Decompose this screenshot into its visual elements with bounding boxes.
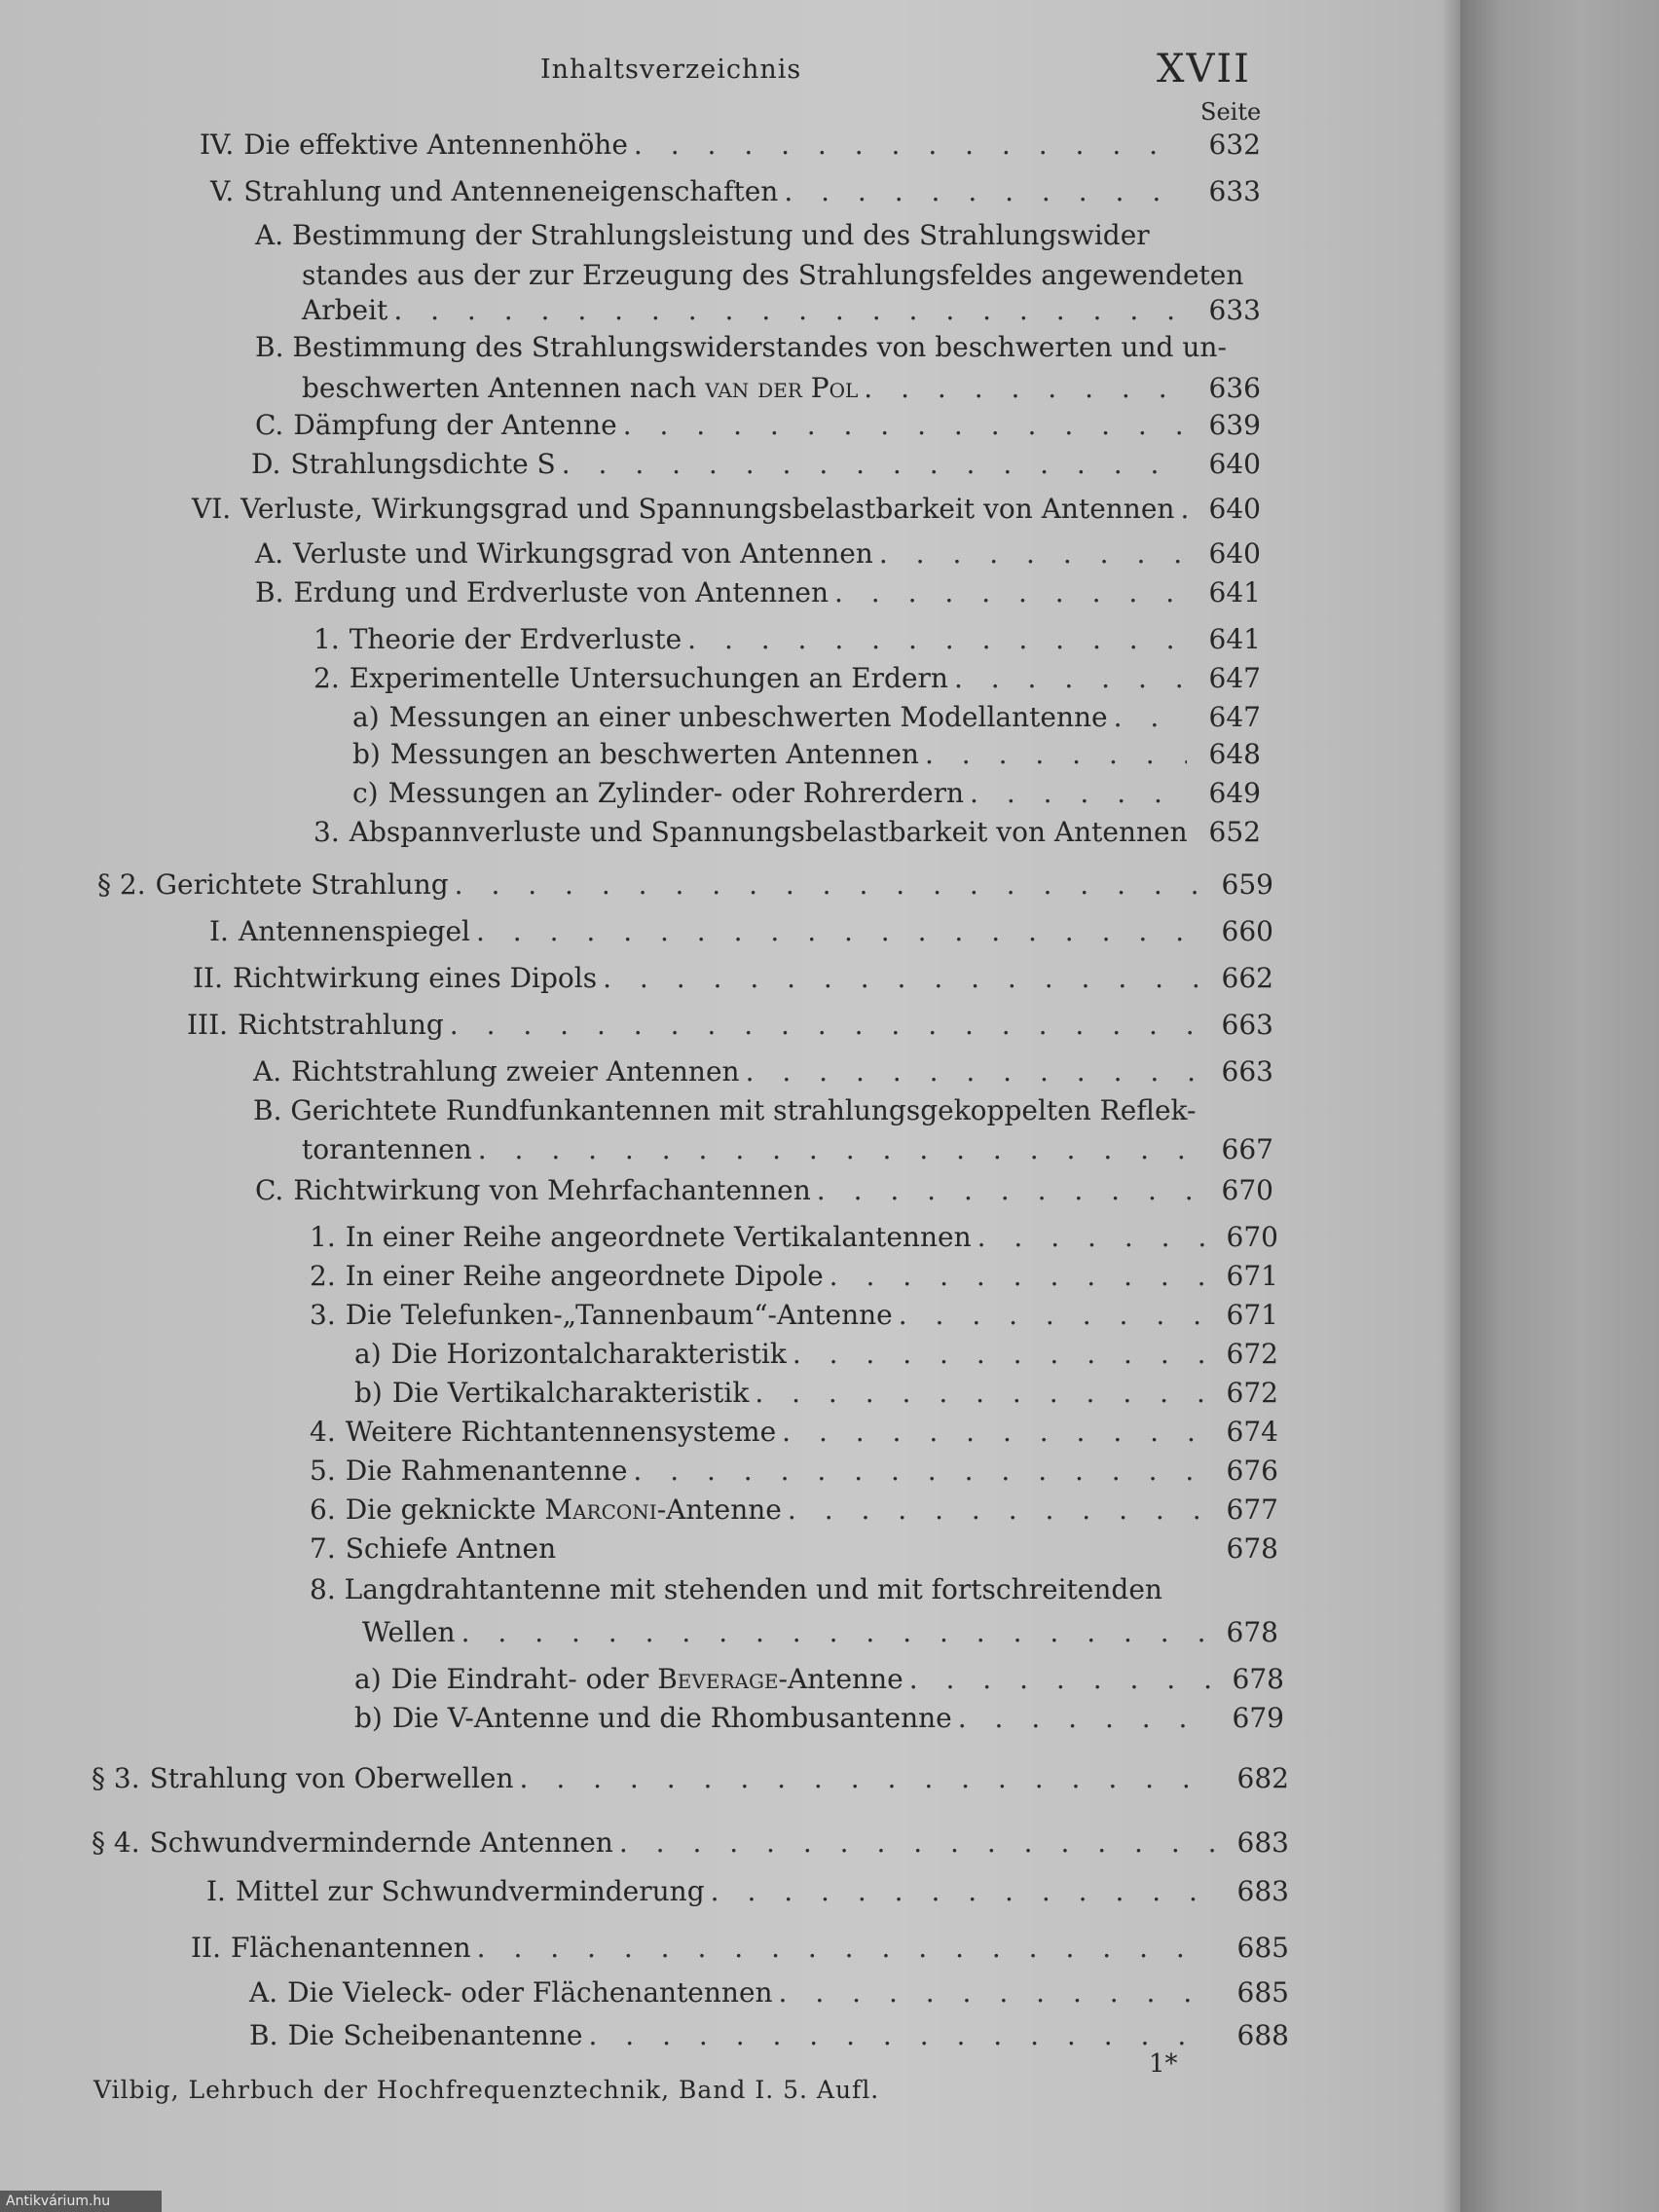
watermark: Antikvárium.hu (0, 2191, 162, 2212)
toc-entry (92, 1762, 1289, 1794)
entry-page: 633 (1208, 175, 1261, 207)
entry-page: 636 (1208, 372, 1261, 404)
toc-entry (191, 1932, 1289, 1964)
entry-page: 652 (1208, 816, 1261, 848)
entry-title: Messungen an beschwerten Antennen (389, 738, 919, 770)
entry-title: Die V-Antenne und die Rhombusantenne (391, 1702, 952, 1734)
entry-page: 640 (1208, 493, 1261, 525)
entry-title (336, 1493, 782, 1526)
entry-page: 672 (1226, 1377, 1278, 1409)
entry-title: Die Telefunken-„Tannenbaum“-Antenne (345, 1299, 893, 1331)
entry-page: 647 (1208, 662, 1261, 694)
entry-page: 674 (1226, 1416, 1278, 1448)
leader-dots (449, 868, 1199, 901)
entry-title: Mittel zur Schwundverminderung (235, 1875, 705, 1907)
toc-entry (249, 1976, 1289, 2009)
entry-number: V. (210, 175, 235, 207)
entry-title: Antennenspiegel (238, 915, 470, 947)
entry-title: Gerichtete Strahlung (155, 868, 449, 901)
entry-page: 678 (1226, 1532, 1278, 1565)
leader-dots (740, 1055, 1199, 1088)
person-name: Beverage (657, 1663, 779, 1695)
leader-dots (773, 1976, 1215, 2009)
toc-entry (255, 537, 1261, 570)
entry-number: 3. (310, 1299, 336, 1331)
entry-page: 648 (1208, 738, 1261, 770)
toc-entry (313, 623, 1261, 655)
entry-page: 683 (1236, 1826, 1289, 1859)
entry-page: 662 (1221, 962, 1273, 994)
leader-dots (903, 1663, 1210, 1695)
entry-title-text: Die geknickte (345, 1493, 536, 1526)
toc-entry (292, 372, 1261, 404)
entry-line: B. Gerichtete Rundfunkantennen mit strahlungsgekoppelten Reflek- (253, 1094, 1197, 1126)
toc-entry (187, 1009, 1273, 1041)
entry-title-suffix: -Antenne (778, 1663, 903, 1695)
entry-page: 632 (1208, 129, 1261, 161)
toc-entry (210, 175, 1261, 207)
entry-title: Strahlung und Antenneneigenschaften (243, 175, 779, 207)
entry-title: Schwundvermindernde Antennen (149, 1826, 613, 1859)
leader-dots (1174, 493, 1187, 525)
leader-dots (749, 1377, 1204, 1409)
entry-page: 678 (1232, 1663, 1284, 1695)
entry-number: § 2. (97, 868, 146, 901)
toc-entry (192, 493, 1261, 525)
entry-title (382, 1663, 903, 1695)
entry-number: A. (249, 1976, 278, 2009)
entry-page: 671 (1226, 1260, 1278, 1292)
toc-entry (354, 1377, 1278, 1409)
entry-page: 671 (1226, 1299, 1278, 1331)
toc-entry (97, 868, 1273, 901)
leader-dots (444, 1009, 1199, 1041)
entry-number: 5. (310, 1455, 336, 1487)
running-title: Inhaltsverzeichnis (540, 55, 802, 85)
leader-dots (972, 1221, 1204, 1253)
entry-line: standes aus der zur Erzeugung des Strahlungsfeldes angewendeten (302, 259, 1244, 291)
entry-title: Weitere Richtantennensysteme (345, 1416, 777, 1448)
entry-title: Richtstrahlung zweier Antennen (291, 1055, 740, 1088)
entry-number: I. (209, 915, 229, 947)
entry-title (292, 372, 858, 404)
entry-title: torantennen (302, 1133, 472, 1165)
toc-entry (310, 1221, 1278, 1253)
entry-page: 682 (1236, 1762, 1289, 1794)
leader-dots (470, 915, 1199, 947)
entry-page: 683 (1236, 1875, 1289, 1907)
entry-page: 639 (1208, 409, 1261, 441)
entry-page: 685 (1236, 1932, 1289, 1964)
entry-page: 641 (1208, 623, 1261, 655)
toc-entry (354, 1338, 1278, 1370)
leader-dots (873, 537, 1187, 570)
toc-entry (255, 409, 1261, 441)
entry-number: 7. (310, 1532, 336, 1565)
entry-title: Verluste, Wirkungsgrad und Spannungsbelastbarkeit von Antennen (240, 493, 1175, 525)
entry-title: Richtwirkung von Mehrfachantennen (293, 1174, 811, 1206)
leader-dots (628, 129, 1187, 161)
entry-number: b) (354, 1377, 383, 1409)
entry-number: C. (255, 1174, 284, 1206)
entry-page: 678 (1226, 1616, 1278, 1648)
author-name: van der Pol (705, 372, 859, 404)
entry-number: II. (193, 962, 224, 994)
toc-entry (253, 1055, 1273, 1088)
entry-number: A. (255, 537, 284, 570)
entry-number: 3. (313, 816, 340, 848)
leader-dots (1108, 701, 1187, 733)
entry-title: Die Scheibenantenne (287, 2019, 583, 2051)
entry-number: 2. (310, 1260, 336, 1292)
entry-number: IV. (200, 129, 235, 161)
entry-number: § 3. (92, 1762, 140, 1794)
toc-entry (310, 1455, 1278, 1487)
entry-number: 4. (310, 1416, 336, 1448)
entry-line: B. Bestimmung des Strahlungswiderstandes von beschwerten und un- (255, 331, 1227, 363)
entry-title: Die Vieleck- oder Flächenantennen (287, 1976, 773, 2009)
entry-page: 679 (1232, 1702, 1284, 1734)
leader-dots (919, 738, 1187, 770)
entry-number: 1. (310, 1221, 336, 1253)
toc-entry (313, 816, 1261, 848)
entry-title: Die Vertikalcharakteristik (391, 1377, 750, 1409)
toc-entry (292, 1133, 1273, 1165)
entry-title: Wellen (362, 1616, 456, 1648)
toc-entry (354, 1663, 1284, 1695)
entry-title: Theorie der Erdverluste (349, 623, 682, 655)
entry-title: Verluste und Wirkungsgrad von Antennen (293, 537, 873, 570)
toc-entry (206, 1875, 1289, 1907)
toc-entry (352, 1616, 1278, 1648)
entry-title: Flächenantennen (231, 1932, 471, 1964)
entry-title-suffix: -Antenne (656, 1493, 782, 1526)
entry-number: C. (255, 409, 284, 441)
entry-page: 688 (1236, 2019, 1289, 2051)
entry-title: Arbeit (302, 294, 388, 326)
toc-entry (352, 738, 1261, 770)
toc-entry (193, 962, 1273, 994)
leader-dots (776, 1416, 1204, 1448)
toc-entry (92, 1826, 1289, 1859)
entry-title: Abspannverluste und Spannungsbelastbarkeit von Antennen (349, 816, 1188, 848)
toc-entry (313, 662, 1261, 694)
signature-mark: 1* (1149, 2049, 1178, 2079)
entry-page: 663 (1221, 1055, 1273, 1088)
leader-dots (514, 1762, 1215, 1794)
entry-page: 670 (1221, 1174, 1273, 1206)
entry-number: a) (352, 701, 380, 733)
entry-page: 640 (1208, 448, 1261, 480)
entry-number: c) (352, 777, 379, 809)
toc-entry (292, 294, 1261, 326)
leader-dots (782, 1493, 1204, 1526)
entry-title: Dämpfung der Antenne (293, 409, 617, 441)
entry-title: In einer Reihe angeordnete Vertikalantennen (345, 1221, 972, 1253)
toc-entry (249, 2019, 1289, 2051)
entry-page: 667 (1221, 1133, 1273, 1165)
entry-page: 647 (1208, 701, 1261, 733)
toc-entry (352, 701, 1261, 733)
entry-title-text: beschwerten Antennen nach (302, 372, 697, 404)
leader-dots (705, 1875, 1215, 1907)
entry-title: Messungen an einer unbeschwerten Modellantenne (388, 701, 1108, 733)
toc-entry (310, 1299, 1278, 1331)
entry-line: 8. Langdrahtantenne mit stehenden und mit fortschreitenden (310, 1573, 1162, 1605)
entry-title: Erdung und Erdverluste von Antennen (293, 576, 829, 608)
entry-number: b) (352, 738, 381, 770)
toc-entry (354, 1702, 1284, 1734)
leader-dots (617, 409, 1187, 441)
leader-dots (948, 662, 1187, 694)
entry-title: Schiefe Antnen (345, 1532, 557, 1565)
toc-entry (255, 1174, 1273, 1206)
leader-dots (778, 175, 1187, 207)
entry-number: a) (354, 1663, 382, 1695)
leader-dots (613, 1826, 1215, 1859)
page-number-roman: XVII (1157, 47, 1251, 92)
leader-dots (456, 1616, 1204, 1648)
entry-title: Die Horizontalcharakteristik (390, 1338, 787, 1370)
leader-dots (682, 623, 1187, 655)
entry-number: II. (191, 1932, 222, 1964)
toc-entry (200, 129, 1261, 161)
toc-entry (310, 1260, 1278, 1292)
leader-dots (597, 962, 1199, 994)
entry-page: 660 (1221, 915, 1273, 947)
toc-entry (209, 915, 1273, 947)
entry-page: 649 (1208, 777, 1261, 809)
leader-dots (952, 1702, 1210, 1734)
leader-dots (627, 1455, 1204, 1487)
toc-entry (251, 448, 1261, 480)
entry-title: Messungen an Zylinder- oder Rohrerdern (387, 777, 965, 809)
toc-entry (352, 777, 1261, 809)
toc-entry (310, 1416, 1278, 1448)
entry-page: 659 (1221, 868, 1273, 901)
entry-number: VI. (192, 493, 232, 525)
entry-number: I. (206, 1875, 226, 1907)
leader-dots (583, 2019, 1216, 2051)
footer-citation: Vilbig, Lehrbuch der Hochfrequenztechnik, Band I. 5. Aufl. (93, 2076, 880, 2104)
background-surface (1460, 0, 1659, 2212)
entry-page: 685 (1236, 1976, 1289, 2009)
entry-page: 672 (1226, 1338, 1278, 1370)
entry-number: b) (354, 1702, 383, 1734)
entry-number: B. (249, 2019, 278, 2051)
leader-dots (556, 448, 1187, 480)
entry-title: Richtwirkung eines Dipols (233, 962, 598, 994)
entry-page: 641 (1208, 576, 1261, 608)
entry-title: Die effektive Antennenhöhe (243, 129, 628, 161)
entry-number: 2. (313, 662, 340, 694)
entry-page: 633 (1208, 294, 1261, 326)
entry-title: Strahlungsdichte S (290, 448, 556, 480)
entry-number: B. (255, 576, 284, 608)
entry-title: Experimentelle Untersuchungen an Erdern (349, 662, 948, 694)
entry-number: 1. (313, 623, 340, 655)
entry-title: Richtstrahlung (238, 1009, 444, 1041)
entry-page: 677 (1226, 1493, 1278, 1526)
person-name: Marconi (544, 1493, 657, 1526)
leader-dots (472, 1133, 1199, 1165)
entry-page: 640 (1208, 537, 1261, 570)
entry-title-text: Die Eindraht- oder (390, 1663, 649, 1695)
entry-line: A. Bestimmung der Strahlungsleistung und des Strahlungswider (255, 219, 1150, 251)
entry-title: Die Rahmenantenne (345, 1455, 628, 1487)
entry-page: 670 (1226, 1221, 1278, 1253)
leader-dots (893, 1299, 1204, 1331)
entry-number: a) (354, 1338, 382, 1370)
leader-dots (387, 294, 1187, 326)
entry-number: D. (251, 448, 281, 480)
entry-number: III. (187, 1009, 229, 1041)
toc-entry (310, 1493, 1278, 1526)
entry-number: A. (253, 1055, 282, 1088)
entry-title: In einer Reihe angeordnete Dipole (345, 1260, 824, 1292)
toc-entry (255, 576, 1261, 608)
entry-number: 6. (310, 1493, 336, 1526)
leader-dots (829, 576, 1187, 608)
leader-dots (858, 372, 1187, 404)
leader-dots (811, 1174, 1199, 1206)
entry-number: § 4. (92, 1826, 140, 1859)
entry-page: 663 (1221, 1009, 1273, 1041)
leader-dots (964, 777, 1187, 809)
entry-page: 676 (1226, 1455, 1278, 1487)
seite-label: Seite (1200, 98, 1262, 126)
leader-dots (824, 1260, 1204, 1292)
entry-title: Strahlung von Oberwellen (149, 1762, 514, 1794)
leader-dots (787, 1338, 1204, 1370)
leader-dots (471, 1932, 1215, 1964)
toc-entry (310, 1532, 1278, 1565)
